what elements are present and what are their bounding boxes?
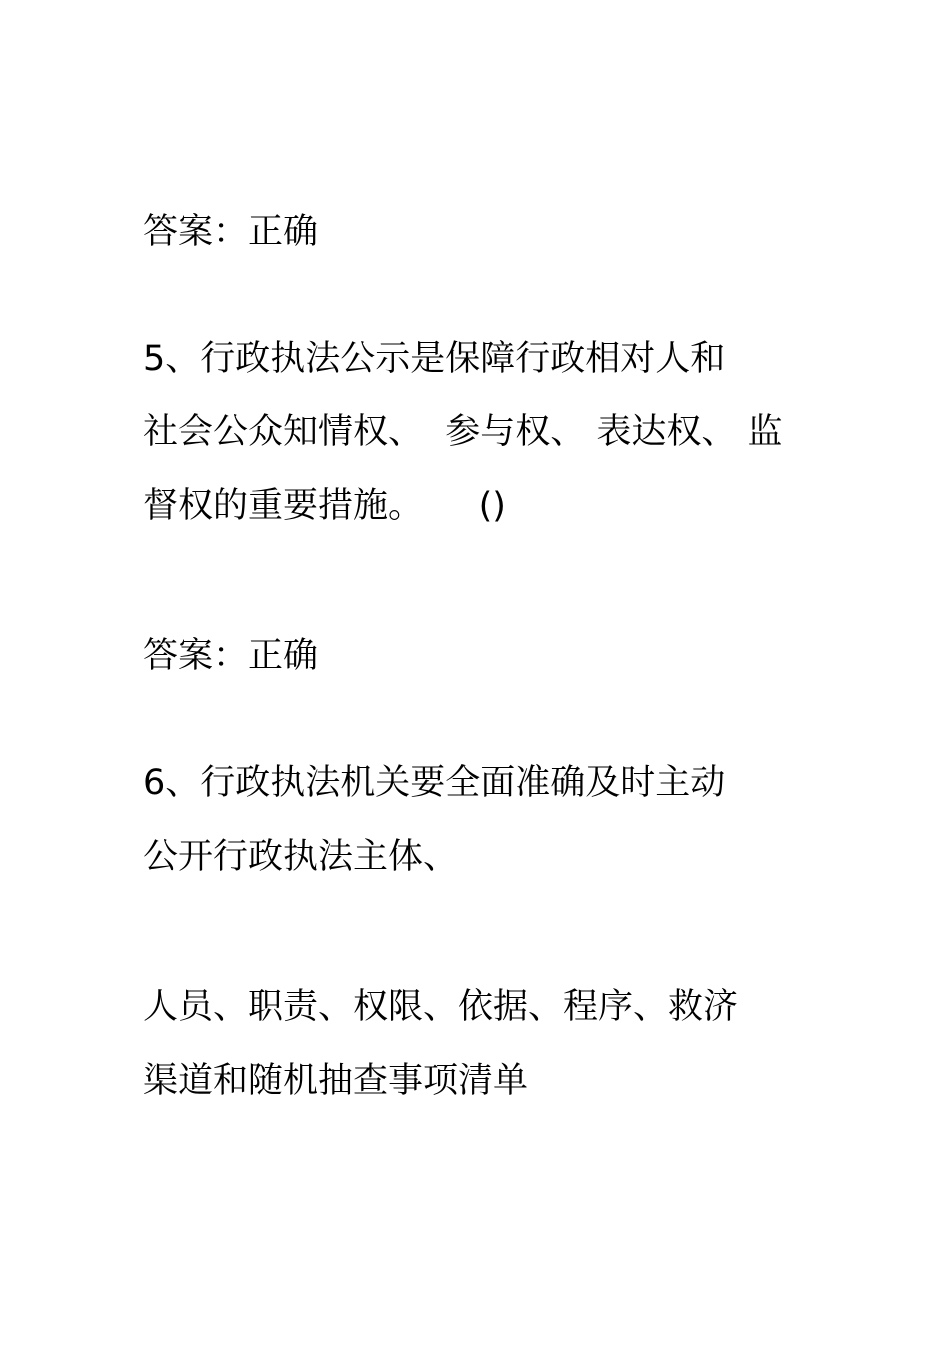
q4-answer: 答案：正确 (143, 212, 319, 252)
q6-text-line-2: 公开行政执法主体、 (143, 837, 459, 877)
q6-text-line-1: 6、行政执法机关要全面准确及时主动 (143, 763, 726, 803)
q5-answer: 答案：正确 (143, 636, 319, 676)
q5-text-line-3: 督权的重要措施。 () (143, 486, 506, 526)
q6-text-line-4: 渠道和随机抽查事项清单 (143, 1061, 529, 1101)
q5-text-line-2: 社会公众知情权、 参与权、 表达权、 监 (143, 412, 783, 452)
q6-text-line-3: 人员、职责、权限、依据、程序、救济 (143, 987, 739, 1027)
q5-text-line-1: 5、行政执法公示是保障行政相对人和 (143, 339, 726, 379)
